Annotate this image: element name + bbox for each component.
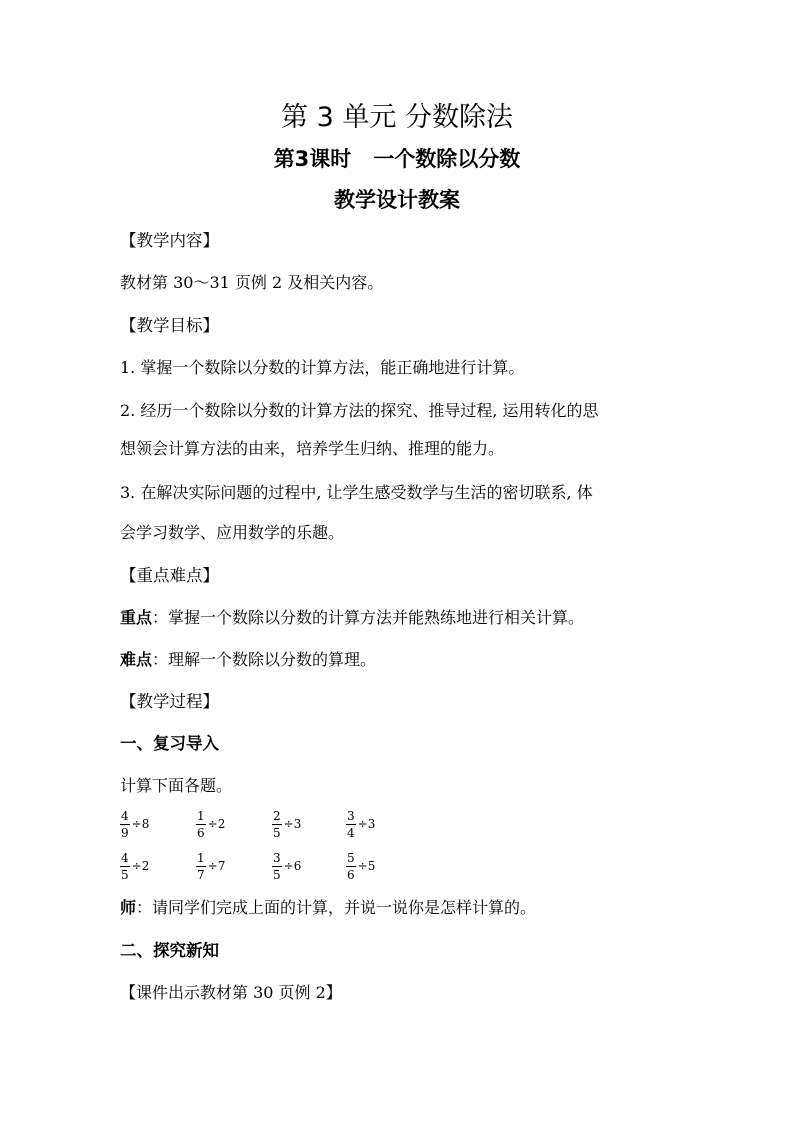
content-heading: 【教学内容】 (120, 231, 219, 250)
exercise-item: $\frac{2}{5}$ ÷3 (273, 808, 302, 840)
fraction: $\frac{5}{6}$ (347, 850, 355, 882)
exercise-item: $\frac{5}{6}$ ÷5 (347, 850, 376, 882)
goal-item-1: 1. 掌握一个数除以分数的计算方法，能正确地进行计算。 (120, 358, 525, 377)
courseware-note: 【课件出示教材第 30 页例 2】 (120, 983, 342, 1002)
goals-heading: 【教学目标】 (120, 316, 219, 335)
content-text: 教材第 30～31 页例 2 及相关内容。 (120, 273, 384, 292)
key-point (120, 606, 584, 630)
exercise-item: $\frac{3}{5}$ ÷6 (273, 850, 302, 882)
exercise-row-1 (120, 802, 540, 846)
key-label: 重点 (120, 608, 153, 627)
key-text: ：掌握一个数除以分数的计算方法并能熟练地进行相关计算。 (152, 608, 585, 627)
part2-title: 二、探究新知 (120, 941, 219, 960)
exercise-item: $\frac{4}{9}$ ÷8 (121, 808, 150, 840)
goal-item-2: 2. 经历一个数除以分数的计算方法的探究、推导过程, 运用转化的思 (120, 401, 599, 420)
teacher-text: ：请同学们完成上面的计算，并说一说你是怎样计算的。 (136, 898, 537, 917)
exercise-item: $\frac{4}{5}$ ÷2 (121, 850, 150, 882)
fraction: $\frac{3}{5}$ (273, 850, 281, 882)
difficult-point (120, 648, 376, 672)
lesson-title (0, 143, 794, 175)
fraction: $\frac{1}{6}$ (197, 808, 205, 840)
goal-item-3: 3. 在解决实际问题的过程中, 让学生感受数学与生活的密切联系, 体 (120, 483, 593, 502)
fraction: $\frac{4}{5}$ (121, 850, 129, 882)
lesson-number: 第3课时 (273, 147, 352, 171)
difficult-text: ：理解一个数除以分数的算理。 (152, 650, 377, 669)
teacher-label: 师 (120, 898, 137, 917)
teacher-instruction (120, 896, 536, 920)
goal-item-2-cont: 想领会计算方法的由来，培养学生归纳、推理的能力。 (120, 439, 505, 458)
document-type: 教学设计教案 (334, 188, 460, 212)
fraction: $\frac{3}{4}$ (347, 808, 355, 840)
fraction: $\frac{2}{5}$ (273, 808, 281, 840)
exercise-prompt: 计算下面各题。 (120, 776, 233, 795)
lesson-name: 一个数除以分数 (373, 147, 521, 171)
fraction: $\frac{4}{9}$ (121, 808, 129, 840)
difficult-label: 难点 (120, 650, 153, 669)
keypoints-heading: 【重点难点】 (120, 566, 219, 585)
exercise-item: $\frac{3}{4}$ ÷3 (347, 808, 376, 840)
unit-title: 第 3 单元 分数除法 (281, 102, 513, 133)
exercise-item: $\frac{1}{7}$ ÷7 (197, 850, 226, 882)
process-heading: 【教学过程】 (120, 692, 219, 711)
part1-title: 一、复习导入 (120, 734, 219, 753)
exercise-row-2 (120, 844, 540, 888)
fraction: $\frac{1}{7}$ (197, 850, 205, 882)
goal-item-3-cont: 会学习数学、应用数学的乐趣。 (120, 523, 345, 542)
exercise-item: $\frac{1}{6}$ ÷2 (197, 808, 226, 840)
